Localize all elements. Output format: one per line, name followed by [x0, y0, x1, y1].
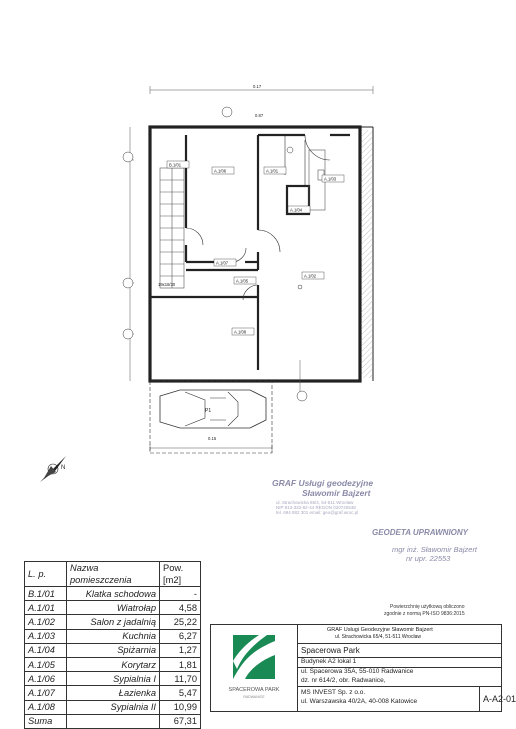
header-no: L. p. [25, 562, 67, 587]
stamp-detail: NIP 913-332-82-44 REGON 020740548 [276, 505, 356, 510]
sheet-number: A-A2-01 [483, 694, 516, 704]
table-row [25, 700, 201, 714]
company-name: GRAF Usługi Geodezyjne Sławomir Bajzert [327, 627, 433, 633]
room-name: Klatka schodowa [67, 587, 160, 601]
address-row [297, 667, 501, 687]
room-tag: B.1/01 [169, 162, 182, 168]
room-area: 1,27 [160, 643, 201, 657]
car-label: P1 [205, 408, 212, 414]
investor-name: MS INVEST Sp. z o.o. [301, 689, 366, 696]
room-no: A.1/02 [25, 615, 67, 629]
stamp-detail: ul. Strachowicka 65/4, 54-511 Wrocław [276, 500, 354, 505]
area-note-line: zgodnie z normą PN-ISO 9836:2015 [384, 611, 465, 617]
stamp-owner-name: Sławomir Bajzert [302, 488, 371, 498]
north-arrow-icon [36, 452, 70, 486]
room-tag: A.1/07 [216, 260, 229, 266]
room-no: A.1/06 [25, 672, 67, 686]
header-area: Pow. [m2] [160, 562, 201, 587]
room-tag: A.1/06 [214, 168, 227, 174]
table-total-row [25, 714, 201, 728]
room-tag: A.1/03 [324, 176, 337, 182]
surveyor-stamp [372, 528, 502, 563]
room-tag: A.1/02 [304, 273, 317, 279]
project-name: Spacerowa Park [301, 646, 360, 655]
room-name: Wiatrołap [67, 601, 160, 615]
area-note [384, 604, 465, 618]
table-row [25, 643, 201, 657]
table-row [25, 686, 201, 700]
room-name: Sypialnia I [67, 672, 160, 686]
table-row [25, 657, 201, 671]
logo-panel [211, 625, 298, 711]
room-no: A.1/05 [25, 657, 67, 671]
address-line1: ul. Spacerowa 35A, 55-010 Radwanice [301, 668, 414, 675]
room-no: A.1/03 [25, 629, 67, 643]
stamp-company-name: GRAF Usługi geodezyjne [272, 478, 374, 488]
room-area: 4,58 [160, 601, 201, 615]
company-address: ul. Strachowicka 65/4, 51-511 Wrocław [335, 634, 421, 640]
room-no: A.1/08 [25, 700, 67, 714]
parking-space [150, 381, 272, 453]
room-no: B.1/01 [25, 587, 67, 601]
room-area: 6,27 [160, 629, 201, 643]
stamp-detail: tel. 694 882 301 email: geo@graf.wroc.pl [276, 510, 359, 515]
room-name: Łazienka [67, 686, 160, 700]
surveyor-name: mgr inż. Sławomir Bajzert [392, 545, 478, 554]
room-name: Sypialnia II [67, 700, 160, 714]
room-name: Spiżarnia [67, 643, 160, 657]
room-name: Salon z jadalnią [67, 615, 160, 629]
title-info [297, 625, 516, 711]
room-tag: A.1/08 [234, 329, 247, 335]
area-note-line: Powierzchnię użytkową obliczono [390, 604, 465, 610]
north-label: N [61, 465, 66, 471]
room-area: 5,47 [160, 686, 201, 700]
room-name: Korytarz [67, 657, 160, 671]
rooms-table [24, 561, 201, 729]
table-row [25, 587, 201, 601]
investor-row [297, 686, 480, 711]
surveyor-licence: nr upr. 22553 [406, 554, 451, 563]
table-row [25, 615, 201, 629]
total-value: 67,31 [160, 714, 201, 728]
building-name: Budynek A2 lokal 1 [301, 658, 357, 665]
room-no: A.1/01 [25, 601, 67, 615]
project-row [297, 643, 501, 658]
logo-subtext: RADWANICE [243, 695, 265, 699]
table-row [25, 629, 201, 643]
title-block [210, 624, 516, 712]
logo-text: SPACEROWA PARK [228, 687, 280, 693]
table-row [25, 672, 201, 686]
table-row [25, 601, 201, 615]
room-area: 11,70 [160, 672, 201, 686]
staircase [160, 168, 184, 288]
room-area: - [160, 587, 201, 601]
dimension-note: 0.87 [255, 113, 264, 118]
room-no: A.1/04 [25, 643, 67, 657]
room-area: 1,81 [160, 657, 201, 671]
total-spacer [67, 714, 160, 728]
address-line2: dz. nr 614/2, obr. Radwanice, [301, 677, 386, 684]
room-tag: A.1/05 [236, 278, 249, 284]
table-header-row [25, 562, 201, 587]
dimension-note: 0.17 [253, 84, 262, 89]
room-name: Kuchnia [67, 629, 160, 643]
stair-label: 19x18/30 [158, 282, 176, 287]
room-area: 10,99 [160, 700, 201, 714]
surveyor-title: GEODETA UPRAWNIONY [372, 528, 469, 537]
header-name: Nazwa pomieszczenia [67, 562, 160, 587]
total-label: Suma [25, 714, 67, 728]
dimension-note: 0.15 [208, 436, 217, 441]
spacerowa-park-logo-icon [229, 631, 279, 683]
room-tag: A.1/04 [290, 207, 303, 213]
room-tag: A.1/01 [266, 168, 279, 174]
sheet-number-cell [479, 686, 516, 711]
company-row [297, 625, 501, 644]
room-area: 25,22 [160, 615, 201, 629]
investor-address: ul. Warszawska 40/2A, 40-008 Katowice [301, 698, 418, 705]
company-stamp [272, 478, 422, 515]
room-no: A.1/07 [25, 686, 67, 700]
